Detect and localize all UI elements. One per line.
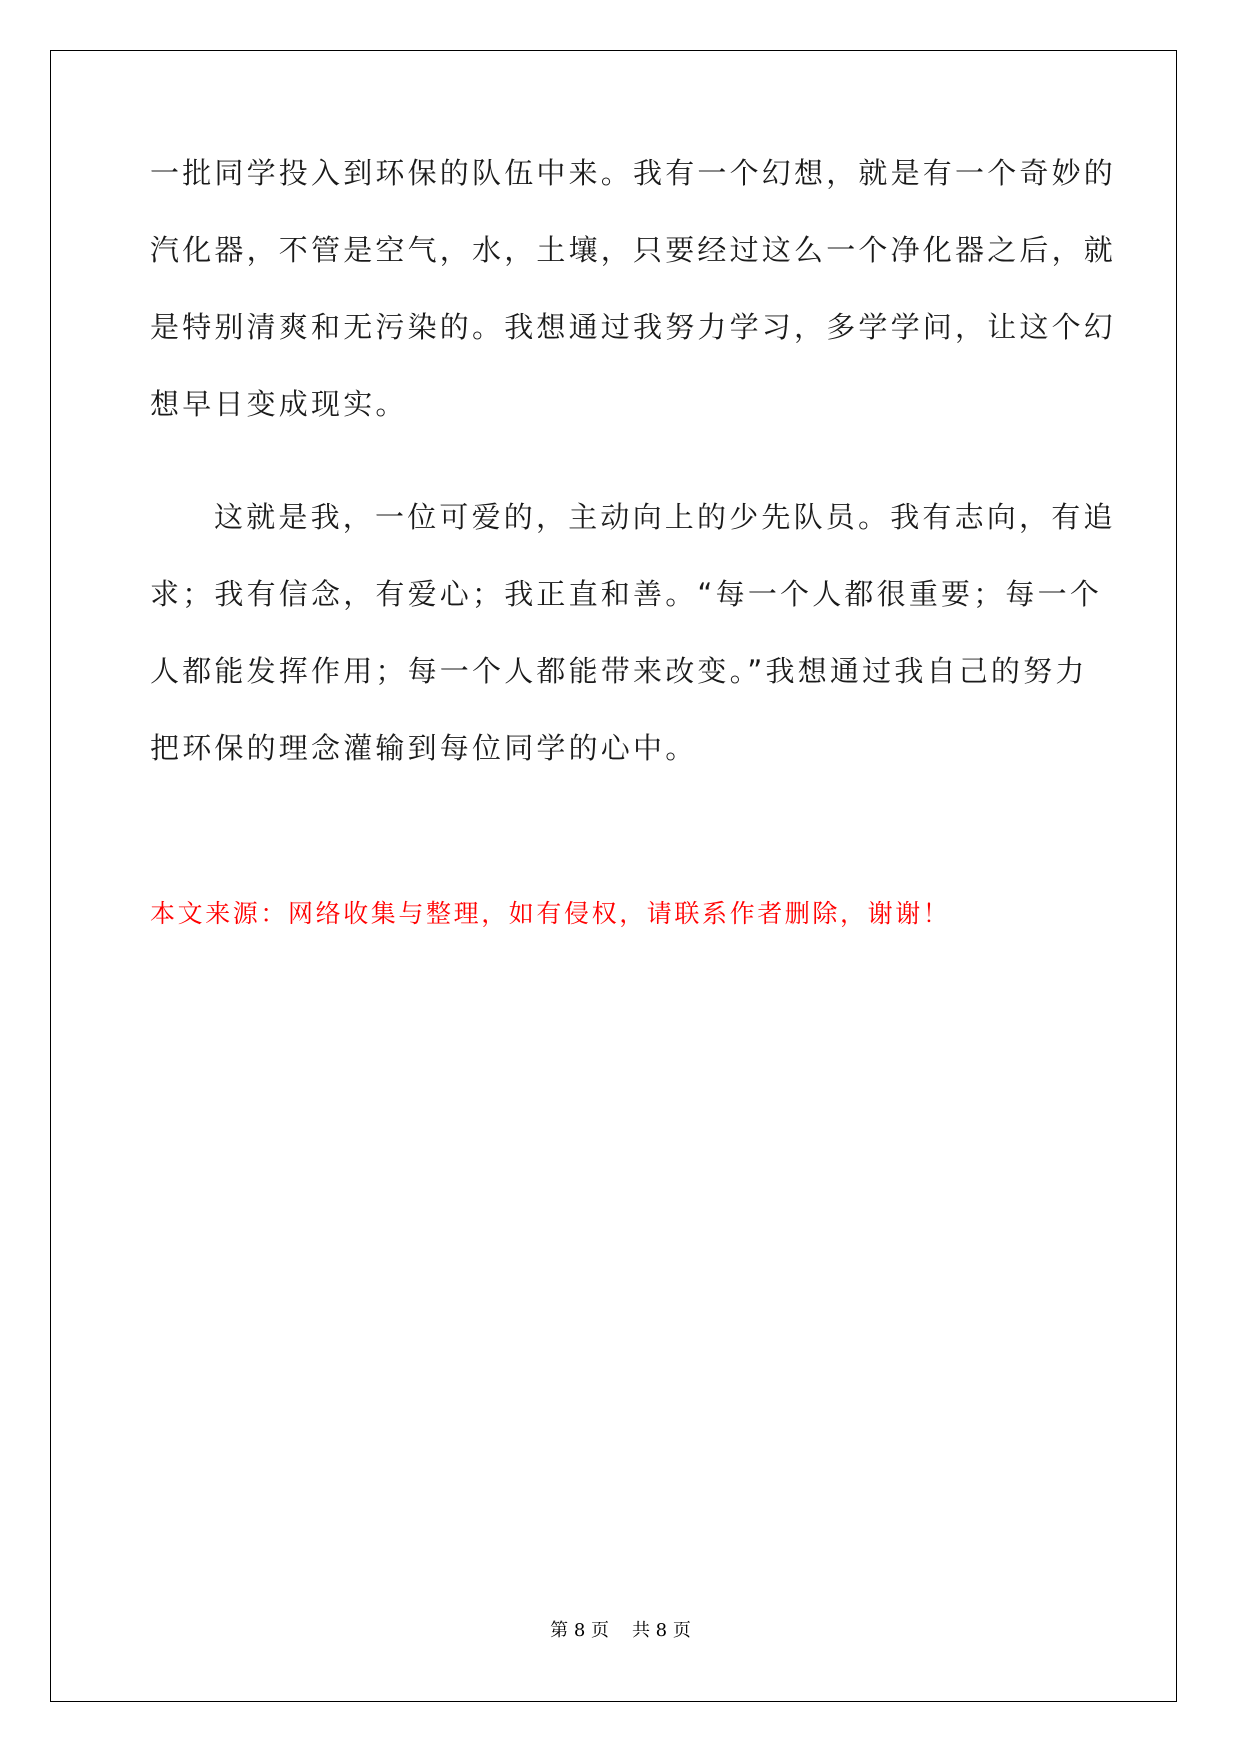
source-note: 本文来源：网络收集与整理，如有侵权，请联系作者删除，谢谢！ xyxy=(150,899,951,928)
paragraph-line: 汽化器，不管是空气，水，土壤，只要经过这么一个净化器之后，就 xyxy=(150,233,1117,267)
paragraph-line: 这就是我，一位可爱的，主动向上的少先队员。我有志向，有追 xyxy=(214,500,1116,534)
paragraph-line: 求；我有信念，有爱心；我正直和善。“每一个人都很重要；每一个 xyxy=(150,577,1103,611)
paragraph-line: 想早日变成现实。 xyxy=(150,387,408,421)
page-number-footer: 第 8 页 共 8 页 xyxy=(550,1620,691,1641)
paragraph-line: 是特别清爽和无污染的。我想通过我努力学习，多学学问，让这个幻 xyxy=(150,310,1117,344)
paragraph-line: 一批同学投入到环保的队伍中来。我有一个幻想，就是有一个奇妙的 xyxy=(150,156,1117,190)
page-border xyxy=(50,50,1177,1702)
paragraph-line: 人都能发挥作用；每一个人都能带来改变。”我想通过我自己的努力 xyxy=(150,654,1088,688)
paragraph-line: 把环保的理念灌输到每位同学的心中。 xyxy=(150,731,698,765)
